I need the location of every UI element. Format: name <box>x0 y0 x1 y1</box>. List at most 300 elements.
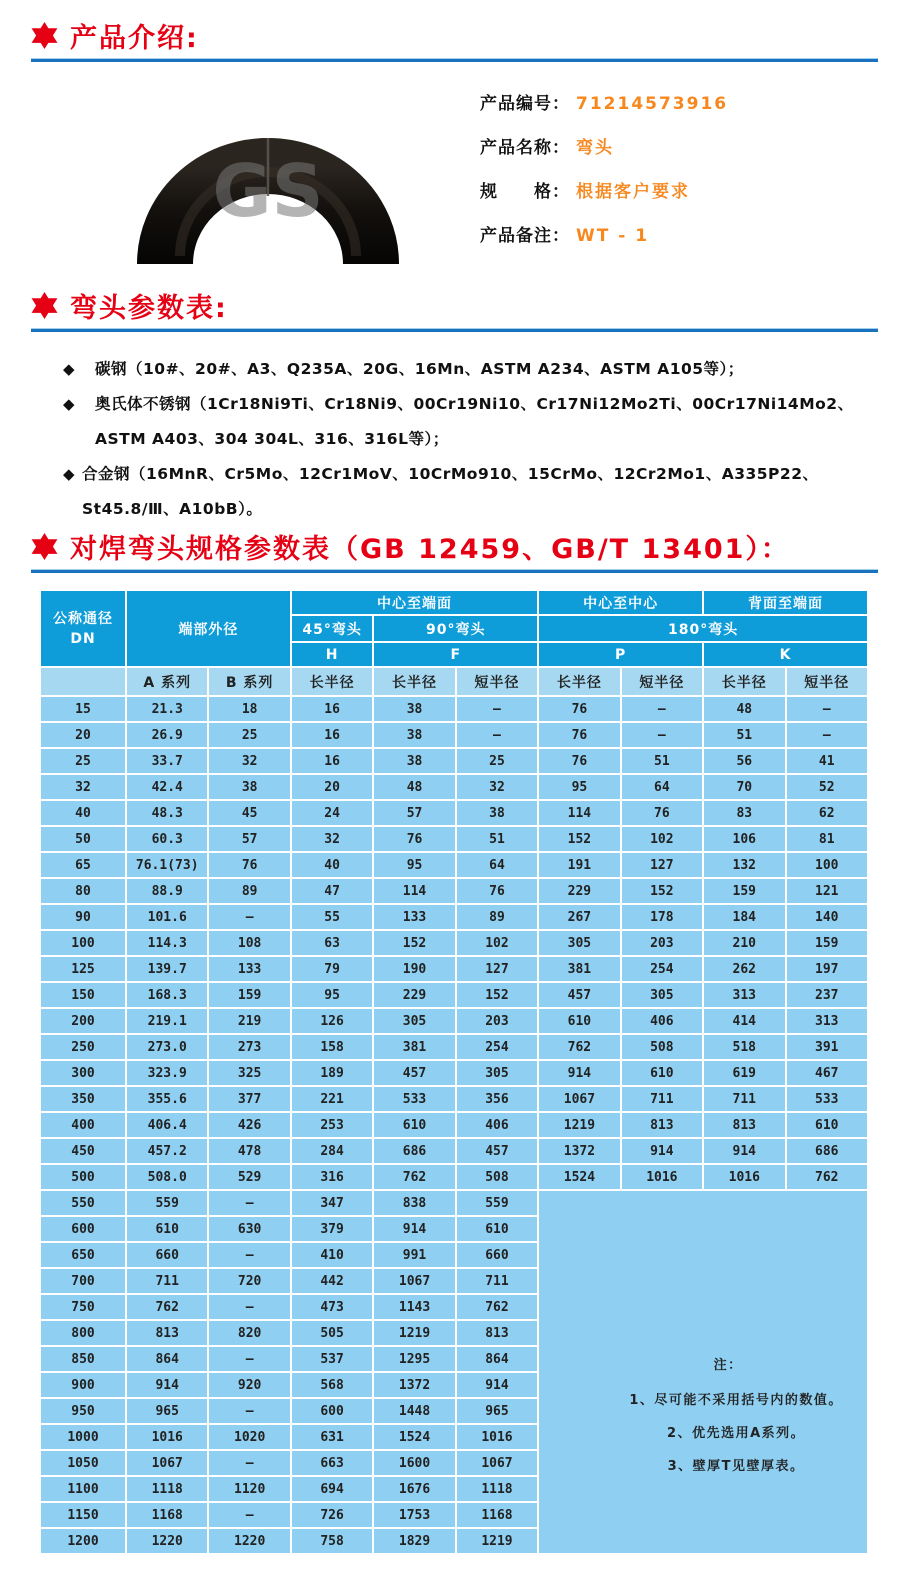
table-cell: — <box>457 697 537 721</box>
table-cell: 88.9 <box>127 879 207 903</box>
material-item-text: 奥氏体不锈钢（1Cr18Ni9Ti、Cr18Ni9、00Cr19Ni10、Cr17Ni12Mo2Ti、00Cr17Ni14Mo2、ASTM A403、304 304L、316、316L等）； <box>95 395 854 448</box>
table-cell: 533 <box>374 1087 454 1111</box>
table-cell: 45 <box>209 801 289 825</box>
table-cell: 660 <box>127 1243 207 1267</box>
table-cell: 1200 <box>41 1529 125 1553</box>
table-cell: 90 <box>41 905 125 929</box>
table-cell: 426 <box>209 1113 289 1137</box>
table-cell: 81 <box>787 827 868 851</box>
field-label: 产品名称： <box>480 138 570 158</box>
table-cell: 838 <box>374 1191 454 1215</box>
table-cell: 1372 <box>539 1139 619 1163</box>
table-cell: 16 <box>292 749 372 773</box>
table-cell: 50 <box>41 827 125 851</box>
table-cell: 1067 <box>374 1269 454 1293</box>
table-cell: 190 <box>374 957 454 981</box>
table-cell: 221 <box>292 1087 372 1111</box>
table-cell: 48 <box>374 775 454 799</box>
table-cell: 127 <box>457 957 537 981</box>
table-cell: 686 <box>374 1139 454 1163</box>
col-header-end-od: 端部外径 <box>127 591 290 666</box>
diamond-bullet-icon: ◆ <box>63 465 76 483</box>
table-cell: — <box>209 1347 289 1371</box>
product-info <box>480 88 728 280</box>
table-cell: 762 <box>539 1035 619 1059</box>
table-cell: 533 <box>787 1087 868 1111</box>
table-cell: 55 <box>292 905 372 929</box>
table-cell: 650 <box>41 1243 125 1267</box>
table-cell: 813 <box>457 1321 537 1345</box>
col-header-h: H <box>292 643 372 666</box>
col-header-dn <box>41 591 125 666</box>
star-icon <box>31 292 58 319</box>
table-cell: 410 <box>292 1243 372 1267</box>
col-header-elbow45: 45°弯头 <box>292 616 372 641</box>
table-cell: 197 <box>787 957 868 981</box>
table-cell: 610 <box>127 1217 207 1241</box>
col-header-long-radius: 长半径 <box>374 668 454 695</box>
table-cell: 467 <box>787 1061 868 1085</box>
table-cell: 262 <box>704 957 784 981</box>
table-cell: 1676 <box>374 1477 454 1501</box>
table-cell: 20 <box>292 775 372 799</box>
table-cell: 305 <box>622 983 702 1007</box>
table-cell: 559 <box>127 1191 207 1215</box>
table-cell: 40 <box>292 853 372 877</box>
table-cell: 18 <box>209 697 289 721</box>
col-header-short-radius: 短半径 <box>622 668 702 695</box>
product-field-code <box>480 92 728 116</box>
table-cell: 1150 <box>41 1503 125 1527</box>
table-cell: 152 <box>374 931 454 955</box>
table-cell: 57 <box>374 801 454 825</box>
table-cell: 229 <box>374 983 454 1007</box>
spec-title-text: 对焊弯头规格参数表（GB 12459、GB/T 13401）： <box>70 533 790 565</box>
section-spec-title <box>0 527 909 565</box>
table-row <box>41 905 867 929</box>
table-cell: 1168 <box>457 1503 537 1527</box>
table-cell: 600 <box>41 1217 125 1241</box>
table-cell: 350 <box>41 1087 125 1111</box>
table-cell: 24 <box>292 801 372 825</box>
table-cell: 508.0 <box>127 1165 207 1189</box>
table-cell: 152 <box>457 983 537 1007</box>
table-cell: 95 <box>292 983 372 1007</box>
table-cell: 610 <box>539 1009 619 1033</box>
table-cell: 762 <box>127 1295 207 1319</box>
table-cell: 381 <box>539 957 619 981</box>
table-notes-cell <box>539 1191 867 1553</box>
table-cell: 726 <box>292 1503 372 1527</box>
table-cell: 813 <box>622 1113 702 1137</box>
table-cell: 114 <box>539 801 619 825</box>
table-row <box>41 931 867 955</box>
diamond-bullet-icon: ◆ <box>63 360 76 378</box>
table-row <box>41 1035 867 1059</box>
table-cell: 762 <box>457 1295 537 1319</box>
table-cell: 631 <box>292 1425 372 1449</box>
blue-divider <box>31 569 878 573</box>
table-cell: 914 <box>539 1061 619 1085</box>
table-cell: 1829 <box>374 1529 454 1553</box>
table-row <box>41 827 867 851</box>
table-cell: 900 <box>41 1373 125 1397</box>
material-list <box>63 352 863 527</box>
col-header-short-radius: 短半径 <box>457 668 537 695</box>
diamond-bullet-icon: ◆ <box>63 395 76 413</box>
table-cell: 51 <box>457 827 537 851</box>
table-row <box>41 1165 867 1189</box>
table-cell: 450 <box>41 1139 125 1163</box>
table-cell: 813 <box>127 1321 207 1345</box>
watermark-text: GS <box>212 149 324 233</box>
table-cell: 1220 <box>209 1529 289 1553</box>
table-cell: 48.3 <box>127 801 207 825</box>
table-cell: 126 <box>292 1009 372 1033</box>
table-cell: 132 <box>704 853 784 877</box>
table-cell: 406 <box>457 1113 537 1137</box>
table-cell: 140 <box>787 905 868 929</box>
table-cell: — <box>209 905 289 929</box>
table-cell: 253 <box>292 1113 372 1137</box>
product-field-spec <box>480 180 728 204</box>
table-cell: 508 <box>622 1035 702 1059</box>
table-cell: 219.1 <box>127 1009 207 1033</box>
table-cell: 32 <box>457 775 537 799</box>
table-cell: 1143 <box>374 1295 454 1319</box>
table-cell: 83 <box>704 801 784 825</box>
table-row <box>41 749 867 773</box>
col-header-center-to-face: 中心至端面 <box>292 591 537 614</box>
table-cell: — <box>209 1399 289 1423</box>
table-cell: 25 <box>457 749 537 773</box>
table-cell: 406 <box>622 1009 702 1033</box>
table-cell: 550 <box>41 1191 125 1215</box>
table-cell: — <box>209 1191 289 1215</box>
table-cell: 203 <box>457 1009 537 1033</box>
table-cell: 284 <box>292 1139 372 1163</box>
section-material-title <box>0 286 909 324</box>
table-cell: 25 <box>209 723 289 747</box>
table-cell: 355.6 <box>127 1087 207 1111</box>
table-cell: 305 <box>539 931 619 955</box>
table-cell: 1020 <box>209 1425 289 1449</box>
table-cell: 48 <box>704 697 784 721</box>
field-label: 产品备注： <box>480 226 570 246</box>
table-cell: 76 <box>539 749 619 773</box>
table-cell: 184 <box>704 905 784 929</box>
note-item: 2、优先选用A系列。 <box>667 1426 806 1441</box>
table-cell: 32 <box>292 827 372 851</box>
table-cell: 41 <box>787 749 868 773</box>
table-cell: 568 <box>292 1373 372 1397</box>
col-header-long-radius: 长半径 <box>539 668 619 695</box>
table-cell: 965 <box>127 1399 207 1423</box>
table-row <box>41 853 867 877</box>
table-cell: 76 <box>539 697 619 721</box>
col-header-long-radius: 长半径 <box>292 668 372 695</box>
table-cell: 219 <box>209 1009 289 1033</box>
table-cell: 1372 <box>374 1373 454 1397</box>
table-cell: 76 <box>622 801 702 825</box>
table-cell: 400 <box>41 1113 125 1137</box>
table-cell: 1118 <box>457 1477 537 1501</box>
col-header-k: K <box>704 643 867 666</box>
table-cell: 33.7 <box>127 749 207 773</box>
material-item-text: 合金钢（16MnR、Cr5Mo、12Cr1MoV、10CrMo910、15CrMo、12Cr2Mo1、A335P22、St45.8/Ⅲ、A10bB）。 <box>82 465 819 518</box>
table-cell: 1067 <box>539 1087 619 1111</box>
table-cell: 478 <box>209 1139 289 1163</box>
table-cell: 660 <box>457 1243 537 1267</box>
table-cell: 610 <box>457 1217 537 1241</box>
table-cell: 457 <box>539 983 619 1007</box>
table-cell: 305 <box>457 1061 537 1085</box>
table-cell: 1118 <box>127 1477 207 1501</box>
table-cell: 38 <box>457 801 537 825</box>
table-cell: 79 <box>292 957 372 981</box>
table-cell: 51 <box>704 723 784 747</box>
table-cell: 914 <box>127 1373 207 1397</box>
blue-divider <box>31 58 878 62</box>
table-cell: 518 <box>704 1035 784 1059</box>
spec-table-wrap <box>39 589 909 1555</box>
table-cell: 62 <box>787 801 868 825</box>
table-cell: 711 <box>622 1087 702 1111</box>
col-header-back-to-face: 背面至端面 <box>704 591 867 614</box>
col-header-empty <box>41 668 125 695</box>
table-cell: 210 <box>704 931 784 955</box>
material-item-alloy-steel <box>63 457 863 527</box>
table-cell: 758 <box>292 1529 372 1553</box>
table-cell: 414 <box>704 1009 784 1033</box>
table-row <box>41 1087 867 1111</box>
table-cell: 267 <box>539 905 619 929</box>
table-cell: 121 <box>787 879 868 903</box>
product-field-name <box>480 136 728 160</box>
table-cell: 305 <box>374 1009 454 1033</box>
table-cell: 686 <box>787 1139 868 1163</box>
table-cell: 850 <box>41 1347 125 1371</box>
table-cell: 159 <box>787 931 868 955</box>
table-cell: 21.3 <box>127 697 207 721</box>
table-cell: 203 <box>622 931 702 955</box>
table-cell: 150 <box>41 983 125 1007</box>
table-cell: — <box>622 723 702 747</box>
table-cell: 813 <box>704 1113 784 1137</box>
table-cell: 250 <box>41 1035 125 1059</box>
table-cell: 914 <box>622 1139 702 1163</box>
table-cell: 600 <box>292 1399 372 1423</box>
table-cell: 1016 <box>704 1165 784 1189</box>
table-cell: 500 <box>41 1165 125 1189</box>
table-cell: 914 <box>704 1139 784 1163</box>
table-cell: 508 <box>457 1165 537 1189</box>
field-label: 规 格： <box>480 182 570 202</box>
table-cell: 381 <box>374 1035 454 1059</box>
dn-code: DN <box>70 630 96 647</box>
table-cell: 139.7 <box>127 957 207 981</box>
table-cell: 200 <box>41 1009 125 1033</box>
table-cell: 159 <box>704 879 784 903</box>
material-item-text: 碳钢（10#、20#、A3、Q235A、20G、16Mn、ASTM A234、ASTM A105等）； <box>95 360 744 378</box>
table-cell: 64 <box>457 853 537 877</box>
intro-title-text: 产品介绍: <box>70 22 199 54</box>
star-icon <box>31 22 58 49</box>
table-cell: 95 <box>374 853 454 877</box>
table-cell: 379 <box>292 1217 372 1241</box>
table-cell: 152 <box>622 879 702 903</box>
col-header-short-radius: 短半径 <box>787 668 868 695</box>
table-cell: 16 <box>292 723 372 747</box>
table-cell: 700 <box>41 1269 125 1293</box>
field-value: 弯头 <box>576 138 614 158</box>
table-cell: 313 <box>787 1009 868 1033</box>
table-cell: 114.3 <box>127 931 207 955</box>
table-cell: 38 <box>374 697 454 721</box>
table-cell: 38 <box>374 749 454 773</box>
table-cell: — <box>209 1243 289 1267</box>
table-cell: 100 <box>787 853 868 877</box>
table-cell: 152 <box>539 827 619 851</box>
table-cell: 64 <box>622 775 702 799</box>
table-cell: 457 <box>374 1061 454 1085</box>
col-header-series-b: B 系列 <box>209 668 289 695</box>
table-cell: — <box>787 697 868 721</box>
table-cell: 991 <box>374 1243 454 1267</box>
table-cell: 60.3 <box>127 827 207 851</box>
table-cell: 254 <box>622 957 702 981</box>
table-cell: 762 <box>787 1165 868 1189</box>
table-cell: 108 <box>209 931 289 955</box>
table-cell: 457 <box>457 1139 537 1163</box>
table-cell: 47 <box>292 879 372 903</box>
table-cell: 1100 <box>41 1477 125 1501</box>
table-cell: 914 <box>374 1217 454 1241</box>
table-cell: 95 <box>539 775 619 799</box>
table-cell: 347 <box>292 1191 372 1215</box>
table-cell: 316 <box>292 1165 372 1189</box>
section-intro-title <box>0 16 909 54</box>
header-row-groups <box>41 591 867 614</box>
table-cell: 950 <box>41 1399 125 1423</box>
table-cell: 237 <box>787 983 868 1007</box>
table-cell: 1219 <box>539 1113 619 1137</box>
table-cell: 102 <box>622 827 702 851</box>
table-cell: 1000 <box>41 1425 125 1449</box>
table-cell: — <box>787 723 868 747</box>
table-cell: 25 <box>41 749 125 773</box>
col-header-p: P <box>539 643 702 666</box>
table-cell: 1067 <box>127 1451 207 1475</box>
table-cell: 864 <box>457 1347 537 1371</box>
table-cell: 1220 <box>127 1529 207 1553</box>
table-cell: 694 <box>292 1477 372 1501</box>
table-cell: 56 <box>704 749 784 773</box>
table-cell: 750 <box>41 1295 125 1319</box>
table-cell: 133 <box>374 905 454 929</box>
table-cell: 391 <box>787 1035 868 1059</box>
table-row <box>41 775 867 799</box>
table-cell: — <box>457 723 537 747</box>
table-cell: 505 <box>292 1321 372 1345</box>
table-row <box>41 957 867 981</box>
table-cell: 168.3 <box>127 983 207 1007</box>
table-cell: 114 <box>374 879 454 903</box>
table-cell: 1753 <box>374 1503 454 1527</box>
table-cell: 406.4 <box>127 1113 207 1137</box>
table-cell: 20 <box>41 723 125 747</box>
table-cell: 610 <box>787 1113 868 1137</box>
note-item: 3、壁厚T见壁厚表。 <box>667 1459 805 1474</box>
field-label: 产品编号： <box>480 94 570 114</box>
table-cell: 125 <box>41 957 125 981</box>
table-cell: 15 <box>41 697 125 721</box>
table-cell: 864 <box>127 1347 207 1371</box>
table-row <box>41 801 867 825</box>
table-cell: 442 <box>292 1269 372 1293</box>
note-item: 1、尽可能不采用括号内的数值。 <box>629 1393 843 1408</box>
product-block <box>118 88 909 280</box>
notes-block <box>539 1256 867 1474</box>
table-cell: 16 <box>292 697 372 721</box>
material-title-text: 弯头参数表: <box>70 292 228 324</box>
table-cell: 76 <box>539 723 619 747</box>
header-row-series <box>41 668 867 695</box>
col-header-long-radius: 长半径 <box>704 668 784 695</box>
table-cell: 559 <box>457 1191 537 1215</box>
product-field-remark <box>480 224 728 248</box>
table-cell: 630 <box>209 1217 289 1241</box>
table-cell: 762 <box>374 1165 454 1189</box>
table-cell: 820 <box>209 1321 289 1345</box>
table-cell: 1219 <box>457 1529 537 1553</box>
product-photo <box>118 88 418 278</box>
table-cell: 1524 <box>374 1425 454 1449</box>
table-cell: 32 <box>209 749 289 773</box>
spec-table-body <box>41 697 867 1553</box>
table-cell: 457.2 <box>127 1139 207 1163</box>
table-cell: 711 <box>457 1269 537 1293</box>
table-cell: 619 <box>704 1061 784 1085</box>
material-item-stainless-steel <box>63 387 863 457</box>
table-cell: 101.6 <box>127 905 207 929</box>
table-cell: 102 <box>457 931 537 955</box>
field-value: WT - 1 <box>576 226 650 246</box>
table-cell: 65 <box>41 853 125 877</box>
table-cell: 51 <box>622 749 702 773</box>
table-cell: 52 <box>787 775 868 799</box>
table-cell: — <box>209 1451 289 1475</box>
table-cell: 1524 <box>539 1165 619 1189</box>
table-cell: — <box>209 1503 289 1527</box>
table-cell: 1067 <box>457 1451 537 1475</box>
table-cell: 127 <box>622 853 702 877</box>
table-cell: 89 <box>457 905 537 929</box>
field-value: 根据客户要求 <box>576 182 690 202</box>
table-cell: 189 <box>292 1061 372 1085</box>
table-cell: 26.9 <box>127 723 207 747</box>
blue-divider <box>31 328 878 332</box>
table-cell: 610 <box>374 1113 454 1137</box>
spec-table <box>39 589 869 1555</box>
notes-title: 注： <box>713 1358 743 1373</box>
table-cell: 1016 <box>457 1425 537 1449</box>
table-cell: 38 <box>209 775 289 799</box>
table-cell: 100 <box>41 931 125 955</box>
dn-label: 公称通径 <box>53 610 113 627</box>
table-cell: 254 <box>457 1035 537 1059</box>
table-cell: 273.0 <box>127 1035 207 1059</box>
